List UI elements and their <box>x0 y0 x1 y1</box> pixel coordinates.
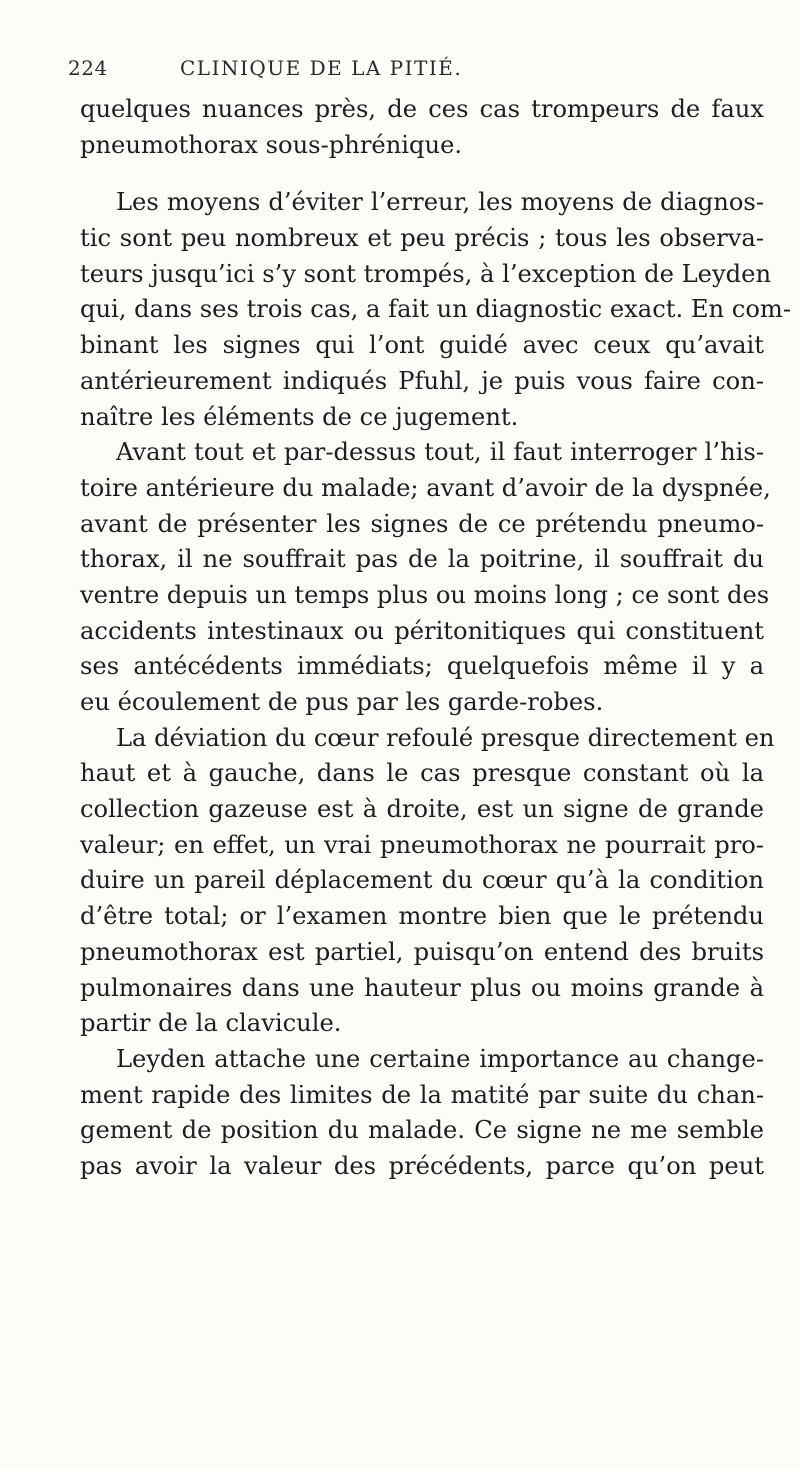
page-number: 224 <box>68 56 108 80</box>
text-line: d’être total; or l’examen montre bien que le prétendu <box>80 902 764 931</box>
text-line: valeur; en effet, un vrai pneumothorax ne pourrait pro- <box>80 830 764 859</box>
text-line: pneumothorax est partiel, puisqu’on entend des bruits <box>80 937 764 966</box>
text-line: naître les éléments de ce jugement. <box>80 402 519 431</box>
text-line: tic sont peu nombreux et peu précis ; tous les observa- <box>80 224 764 253</box>
running-title: CLINIQUE DE LA PITIÉ. <box>180 56 463 80</box>
text-line: avant de présenter les signes de ce prétendu pneumo- <box>80 509 764 538</box>
text-line: collection gazeuse est à droite, est un signe de grande <box>80 795 764 824</box>
running-header <box>68 56 768 84</box>
text-line: eu écoulement de pus par les garde-robes. <box>80 688 604 716</box>
paragraph <box>80 92 764 163</box>
paragraph <box>80 1042 764 1185</box>
text-line: antérieurement indiqués Pfuhl, je puis vous faire con- <box>80 366 764 395</box>
text-line: partir de la clavicule. <box>80 1009 342 1038</box>
text-line: ventre depuis un temps plus ou moins long ; ce sont des <box>80 580 770 609</box>
paragraph <box>80 185 792 435</box>
text-line: duire un pareil déplacement du cœur qu’à la condition <box>80 866 764 895</box>
text-line: Avant tout et par-dessus tout, il faut interroger l’his- <box>116 438 764 467</box>
body-text <box>80 92 792 1185</box>
text-line: Les moyens d’éviter l’erreur, les moyens de diagnos- <box>116 188 764 217</box>
text-line: gement de position du malade. Ce signe ne me semble <box>80 1116 764 1145</box>
text-line: binant les signes qui l’ont guidé avec ceux qu’avait <box>80 331 764 360</box>
paragraph <box>80 721 775 1042</box>
text-line: thorax, il ne souffrait pas de la poitrine, il souffrait du <box>80 545 764 574</box>
text-line: toire antérieure du malade; avant d’avoir de la dyspnée, <box>80 473 771 502</box>
text-line: Leyden attache une certaine importance au change- <box>116 1044 764 1073</box>
text-line: qui, dans ses trois cas, a fait un diagnostic exact. En com- <box>80 295 792 324</box>
text-line: pas avoir la valeur des précédents, parce qu’on peut <box>80 1151 764 1180</box>
text-line: pneumothorax sous-phrénique. <box>80 130 463 159</box>
text-line: haut et à gauche, dans le cas presque constant où la <box>80 759 764 788</box>
text-line: ses antécédents immédiats; quelquefois même il y a <box>80 652 764 681</box>
text-line: La déviation du cœur refoulé presque directement en <box>116 723 775 752</box>
paragraph <box>80 435 771 721</box>
text-line: pulmonaires dans une hauteur plus ou moins grande à <box>80 973 764 1002</box>
text-line: teurs jusqu’ici s’y sont trompés, à l’exception de Leyden <box>80 259 772 288</box>
text-line: ment rapide des limites de la matité par suite du chan- <box>80 1080 764 1109</box>
text-line: accidents intestinaux ou péritonitiques qui constituent <box>80 616 764 645</box>
paragraph-spacer <box>80 163 764 185</box>
text-line: quelques nuances près, de ces cas trompeurs de faux <box>80 95 764 123</box>
